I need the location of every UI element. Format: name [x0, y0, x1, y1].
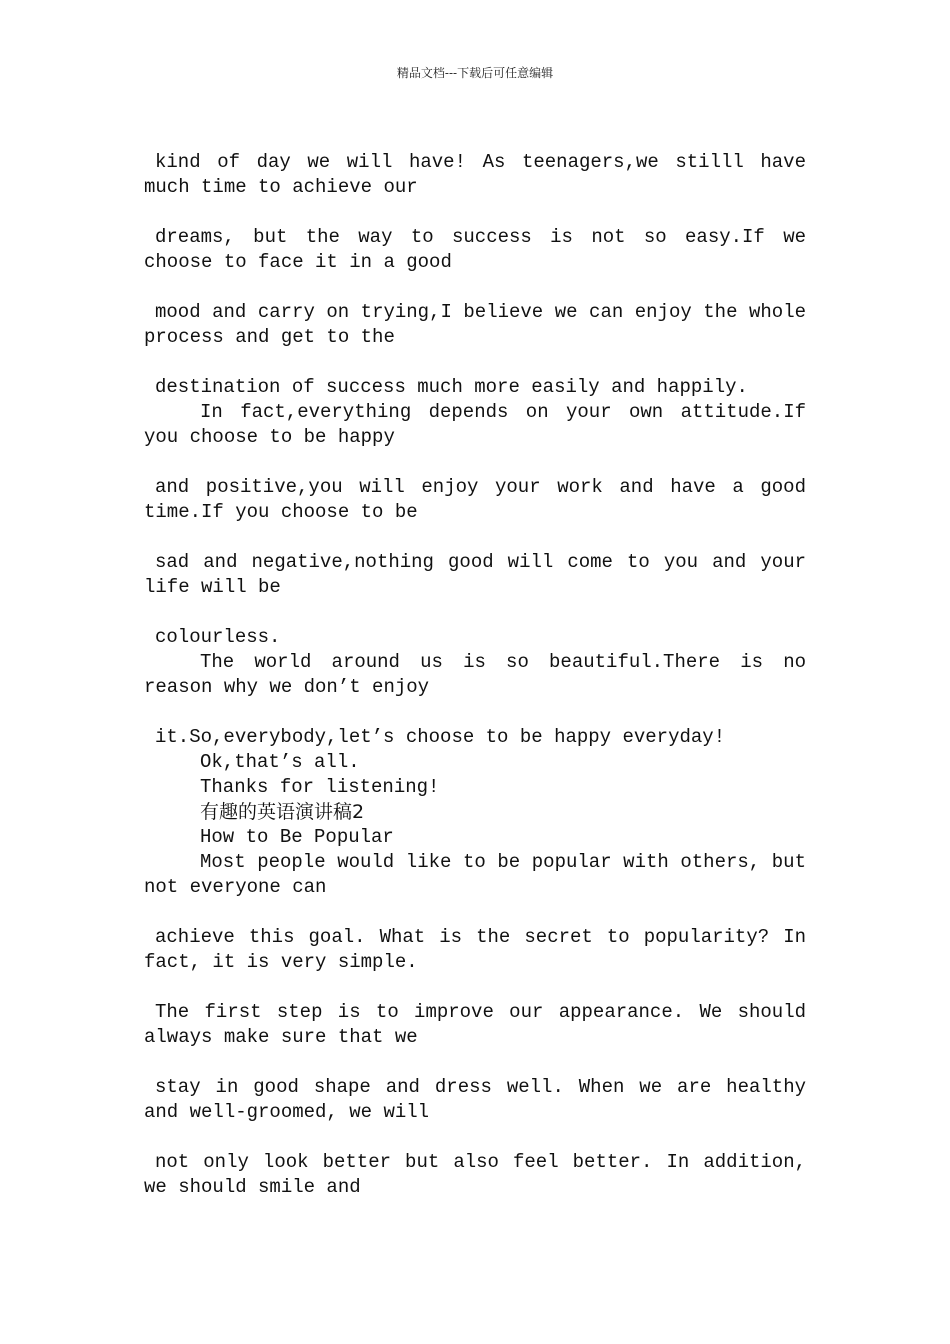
paragraph: stay in good shape and dress well. When we are healthy and well-groomed, we will — [144, 1076, 806, 1123]
paragraph: sad and negative,nothing good will come to you and your life will be — [144, 551, 806, 598]
paragraph: dreams, but the way to success is not so easy.If we choose to face it in a good — [144, 226, 806, 273]
paragraph: The first step is to improve our appearance. We should always make sure that we — [144, 1001, 806, 1048]
paragraph: Ok,that’s all. — [200, 751, 360, 773]
paragraph: it.So,everybody,let’s choose to be happy everyday! — [155, 726, 726, 748]
speech-title: How to Be Popular — [200, 826, 394, 848]
paragraph: In fact,everything depends on your own attitude.If you choose to be happy — [144, 401, 806, 448]
page-header: 精品文档---下载后可任意编辑 — [396, 66, 554, 80]
paragraph: achieve this goal. What is the secret to popularity? In fact, it is very simple. — [144, 926, 806, 973]
paragraph: destination of success much more easily and happily. — [155, 376, 748, 398]
section-heading: 有趣的英语演讲稿2 — [200, 801, 365, 823]
paragraph: The world around us is so beautiful.There is no reason why we don’t enjoy — [144, 651, 806, 698]
document-body — [144, 150, 806, 1200]
paragraph: kind of day we will have! As teenagers,we stilll have much time to achieve our — [144, 151, 806, 198]
paragraph: and positive,you will enjoy your work and have a good time.If you choose to be — [144, 476, 806, 523]
paragraph: colourless. — [155, 626, 281, 648]
paragraph: Most people would like to be popular with others, but not everyone can — [144, 851, 806, 898]
paragraph: Thanks for listening! — [200, 776, 440, 798]
paragraph: not only look better but also feel better. In addition, we should smile and — [144, 1151, 806, 1198]
paragraph: mood and carry on trying,I believe we can enjoy the whole process and get to the — [144, 301, 806, 348]
